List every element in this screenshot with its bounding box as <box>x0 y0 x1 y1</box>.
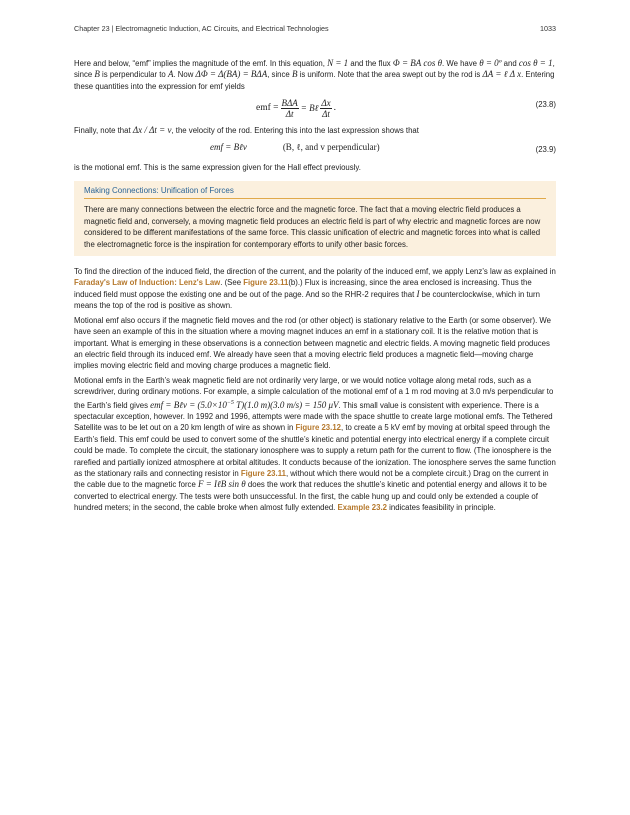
paragraph-motional-emf: is the motional emf. This is the same expression given for the Hall effect previously. <box>74 162 361 172</box>
eq-end: . <box>333 103 337 114</box>
link-faradays-law[interactable]: Faraday's Law of Induction: Lenz's Law <box>74 278 221 288</box>
text: , to create a 5 kV emf by moving at orbital speed through the Earth’s field. This emf could be used to convert some of the shuttle’s kinetic and potential energy into electrical energy if a complete circuit could be made. To complete the circuit, the stationary ionosphere was to supply a return path for the current to flow. (The ionosphere is the rarefied and partially ionized atmosphere at orbital altitudes. It conducts because of the ionization. The ionosphere serves the same function as the stationary rails and connecting resistor in <box>74 423 556 478</box>
text: Here and below, “emf” implies the magnitude of the emf. In this equation, <box>74 59 325 68</box>
equation-number: (23.9) <box>535 144 556 154</box>
text: is uniform. Note that the area swept out by the rod is <box>299 70 481 80</box>
paragraph-relative-motion: Motional emf also occurs if the magnetic field moves and the rod (or other object) is stationary relative to the Earth (or some observer). We have seen an example of this in the situation where a moving magnet induces an emf in a stationary coil. It is the relative motion that is important. What is emerging in these observations is a connection between magnetic and electric fields. A moving magnetic field produces an electric field through its induced emf. We already have seen that a moving electric field produces a magnetic field—moving charge implies moving electric field and moving charge produces a magnetic field. <box>74 315 551 371</box>
fraction-denominator: Δt <box>285 109 294 120</box>
text: and <box>503 59 517 68</box>
eq-middle: = Bℓ <box>300 103 319 114</box>
math-cos-theta: cos θ = 1 <box>518 58 553 68</box>
paragraph-velocity <box>74 125 556 136</box>
making-connections-box <box>74 181 556 256</box>
callout-body: There are many connections between the electric force and the magnetic force. The fact that a moving electric field produces a magnetic field and, conversely, a moving magnetic field produces an electric field is part of why electric and magnetic forces are now considered to be different manifestations of the same force. This classic unification of electric and magnetic forces into what is called the electromagnetic force is the inspiration for contemporary efforts to unify other basic forces. <box>84 205 541 249</box>
text: . We have <box>442 59 478 68</box>
math-b: B <box>94 69 100 80</box>
text: . This small value is consistent with experience. There is a spectacular exception, however. In 1992 and 1996, attempts were made with the space shuttle to create large motional emfs. The Tethered Satellite was to be let out on a 20 km length of wire as shown in <box>74 400 553 433</box>
text: and the flux <box>350 59 391 68</box>
paragraph-lenz-direction <box>74 266 556 312</box>
paragraph-earth-field <box>74 375 556 514</box>
math-theta: θ = 0º <box>479 58 502 68</box>
page-number: 1033 <box>540 24 556 33</box>
link-figure-23-12[interactable]: Figure 23.12 <box>295 423 341 433</box>
equation-number: (23.8) <box>535 100 556 110</box>
equation-body <box>210 142 380 153</box>
main-content <box>74 58 556 517</box>
link-example-23-2[interactable]: Example 23.2 <box>337 503 387 513</box>
math-magnetic-force: F = IℓB sin θ <box>197 479 246 490</box>
link-figure-23-11[interactable]: Figure 23.11 <box>240 468 286 478</box>
page-header <box>74 24 556 36</box>
fraction-numerator: Δx <box>321 98 331 109</box>
fraction-denominator: Δt <box>322 109 330 120</box>
text: , since <box>74 59 555 80</box>
math-velocity: Δx / Δt = v <box>132 125 172 136</box>
link-figure-23-11[interactable]: Figure 23.11 <box>243 278 289 288</box>
chapter-title: Chapter 23 | Electromagnetic Induction, AC Circuits, and Electrical Technologies <box>74 24 329 33</box>
text: indicates feasibility in principle. <box>389 503 496 513</box>
text: . Now <box>173 70 194 80</box>
fraction <box>281 98 299 119</box>
text: be counterclockwise, which in turn means the top of the rod is positive as shown. <box>74 289 540 311</box>
math-current: I <box>416 288 420 299</box>
fraction-numerator: BΔA <box>281 98 298 109</box>
math-part: T)(1.0 m)(3.0 m/s) = 150 μV <box>233 399 339 410</box>
math-exponent: −5 <box>226 399 234 406</box>
math-delta-area: ΔA = ℓ Δ x <box>482 69 522 80</box>
equation-23-9 <box>74 140 556 158</box>
math-n-equals-1: N = 1 <box>327 58 349 68</box>
text: (b).) Flux is increasing, since the area enclosed is increasing. Thus the induced field must oppose the existing one and be out of the page. And so the RHR-2 requires that <box>74 278 532 299</box>
math-flux: Φ = BA cos θ <box>392 58 443 68</box>
text: Finally, note that <box>74 126 131 136</box>
text: To find the direction of the induced field, the direction of the current, and the polarity of the induced emf, we apply Lenz’s law as explained in <box>74 267 556 277</box>
callout-title: Making Connections: Unification of Forces <box>84 185 546 199</box>
text: is perpendicular to <box>102 70 166 80</box>
text: , without which there would not be a complete circuit.) Drag on the current in the cable due to the magnetic force <box>74 468 549 490</box>
fraction <box>320 98 331 119</box>
math-a: A <box>167 69 174 80</box>
text: , since <box>267 70 290 80</box>
paragraph-emf-derivation <box>74 58 556 92</box>
text: , the velocity of the rod. Entering this into the last expression shows that <box>171 126 419 136</box>
math-b: B <box>291 69 298 80</box>
equation-23-8 <box>74 95 556 121</box>
equation-body <box>256 98 336 119</box>
eq-condition: (B, ℓ, and v perpendicular) <box>282 141 380 152</box>
math-part: emf = Bℓv = (5.0×10 <box>150 399 227 410</box>
eq-expression: emf = Bℓv <box>210 141 247 152</box>
text: Motional emfs in the Earth’s weak magnetic field are not ordinarily very large, or we would notice voltage along metal rods, such as a screwdriver, during ordinary motions. For example, a simple calculation of the motional emf of a 1 m rod moving at 3.0 m/s perpendicular to the Earth’s field gives <box>74 375 554 410</box>
math-emf-calculation <box>150 400 338 410</box>
text: . Entering these quantities into the expression for emf yields <box>74 70 555 91</box>
math-delta-flux: ΔΦ = Δ(BA) = BΔA <box>195 69 268 80</box>
text: does the work that reduces the shuttle’s kinetic and potential energy and allows it to be converted to electrical energy. The tests were both unsuccessful. In the first, the cable hung up and could only be extended a couple of hundred meters; in the second, the cable broke when almost fully extended. <box>74 480 547 513</box>
text: . (See <box>220 278 242 288</box>
eq-lhs: emf = <box>256 103 279 114</box>
